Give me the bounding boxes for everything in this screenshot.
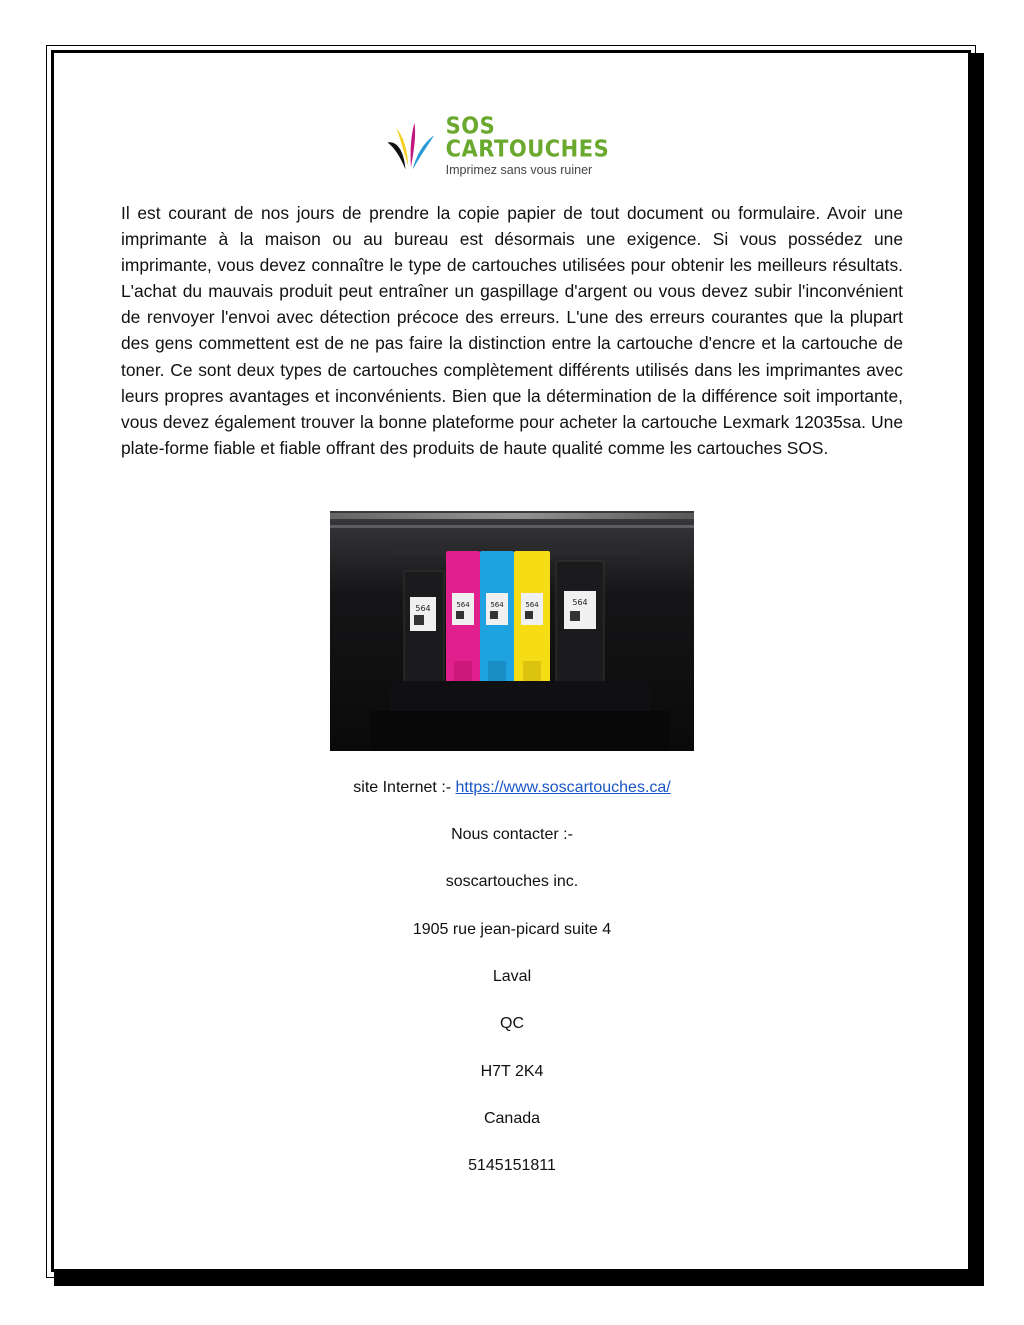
sos-swoosh-logo-icon <box>384 116 440 178</box>
company-name: soscartouches inc. <box>445 873 579 890</box>
website-line <box>0 779 1024 797</box>
svg-text:564: 564 <box>525 601 539 609</box>
svg-text:564: 564 <box>572 598 588 607</box>
logo-tagline: Imprimez sans vous ruiner <box>445 163 593 178</box>
article-paragraph: Il est courant de nos jours de prendre la copie papier de tout document ou formulaire. Avoir une imprimante à la maison ou au bureau est désormais une exigence. Si vous possédez une imprimante, vous devez connaître le type de cartouches utilisées pour obtenir les meilleurs résultats. L'achat du mauvais produit peut entraîner un gaspillage d'argent ou vous devez subir l'inconvénient de renvoyer l'envoi avec détection précoce des erreurs. L'une des erreurs courantes que la plupart des gens commettent est de ne pas faire la distinction entre la cartouche d'encre et la cartouche de toner. Ce sont deux types de cartouches complètement différents utilisés dans les imprimantes avec leurs propres avantages et inconvénients. Bien que la détermination de la différence soit importante, vous devez également trouver la bonne plateforme pour acheter la cartouche Lexmark 12035sa. Une plate-forme fiable et fiable offrant des produits de haute qualité comme les cartouches SOS. <box>121 203 903 458</box>
contact-label: Nous contacter :- <box>451 826 573 843</box>
svg-text:564: 564 <box>490 601 504 609</box>
website-label: site Internet :- <box>353 779 456 796</box>
province: QC <box>500 1015 524 1032</box>
ink-cartridges-photo <box>330 511 694 751</box>
postal-code: H7T 2K4 <box>480 1063 544 1080</box>
svg-text:564: 564 <box>456 601 470 609</box>
phone-number: 5145151811 <box>468 1157 556 1174</box>
sos-cartouches-logo <box>384 112 644 179</box>
country: Canada <box>483 1110 541 1127</box>
logo-brand-name: SOS CARTOUCHES <box>445 112 610 163</box>
website-link[interactable]: https://www.soscartouches.ca/ <box>455 779 671 796</box>
city: Laval <box>492 968 532 985</box>
svg-text:564: 564 <box>415 604 431 613</box>
street-address: 1905 rue jean-picard suite 4 <box>412 921 612 938</box>
